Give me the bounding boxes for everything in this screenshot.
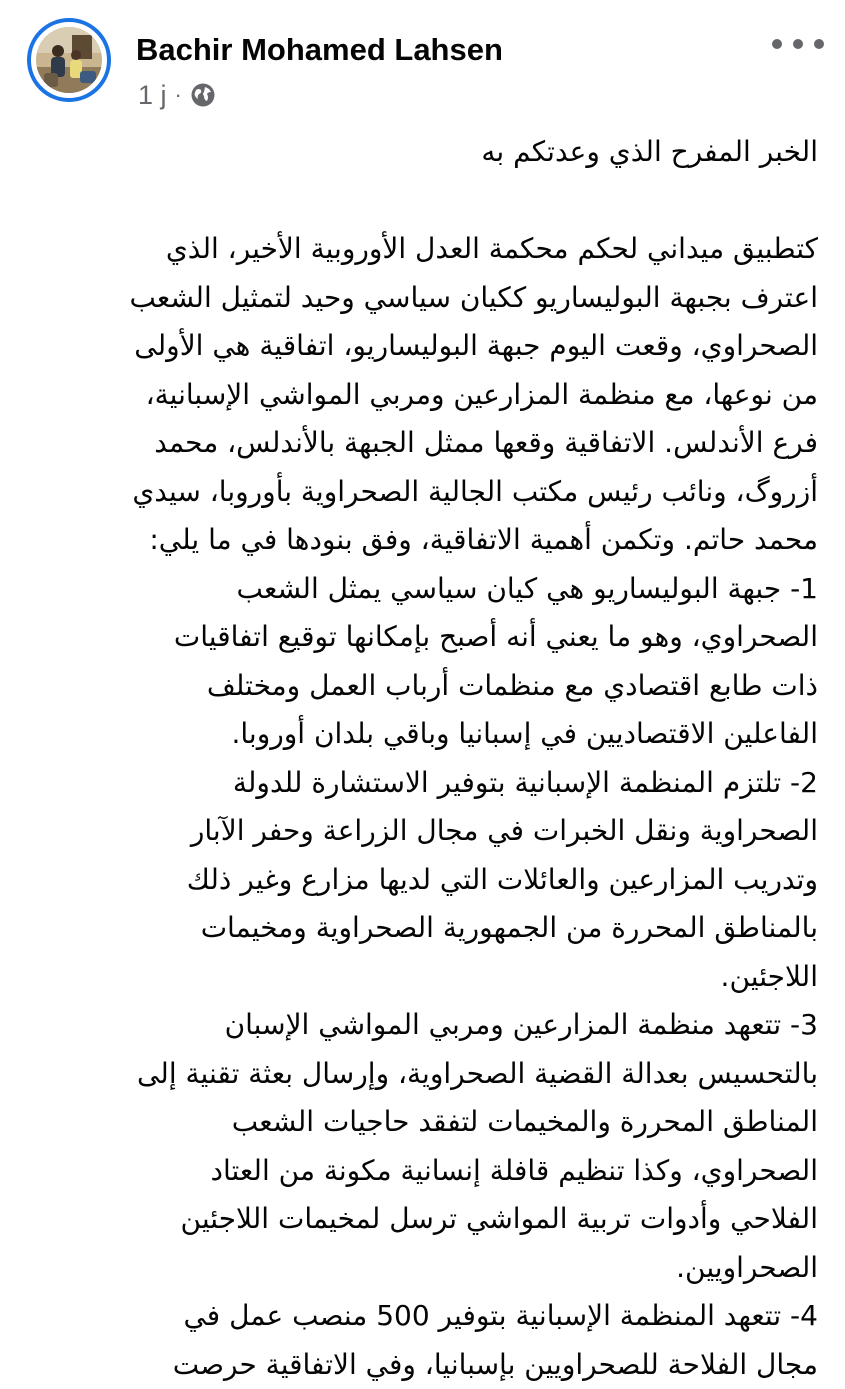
post-text-line: مجال الفلاحة للصحراويين بإسبانيا، وفي الاتفاقية حرصت <box>18 1341 818 1389</box>
post-text-line: الصحراوي، وكذا تنظيم قافلة إنسانية مكونة من العتاد <box>18 1147 818 1196</box>
post-text-line: فرع الأندلس. الاتفاقية وقعها ممثل الجبهة بالأندلس، محمد <box>18 419 818 468</box>
more-options-icon <box>772 39 782 49</box>
post-text-line: من نوعها، مع منظمة المزارعين ومربي المواشي الإسبانية، <box>18 371 818 420</box>
post-text-line: محمد حاتم. وتكمن أهمية الاتفاقية، وفق بنودها في ما يلي: <box>18 516 818 565</box>
post-text <box>18 128 818 1389</box>
post-text-line: الصحراوية ونقل الخبرات في مجال الزراعة وحفر الآبار <box>18 807 818 856</box>
more-options-dot <box>814 39 824 49</box>
post-text-line: 4- تتعهد المنظمة الإسبانية بتوفير 500 منصب عمل في <box>18 1292 818 1341</box>
more-options-button[interactable] <box>772 24 824 64</box>
post-text-line: اعترف بجبهة البوليساريو ككيان سياسي وحيد لتمثيل الشعب <box>18 274 818 323</box>
post-text-blank-line <box>18 177 818 226</box>
post-text-line: الصحراوي، وهو ما يعني أنه أصبح بإمكانها توقيع اتفاقيات <box>18 613 818 662</box>
post-text-line: المناطق المحررة والمخيمات لتفقد حاجيات الشعب <box>18 1098 818 1147</box>
meta-separator: · <box>175 82 182 108</box>
post-text-line: 3- تتعهد منظمة المزارعين ومربي المواشي الإسبان <box>18 1001 818 1050</box>
post-text-line: بالمناطق المحررة من الجمهورية الصحراوية ومخيمات <box>18 904 818 953</box>
post-text-line: 2- تلتزم المنظمة الإسبانية بتوفير الاستشارة للدولة <box>18 759 818 808</box>
post-text-line: اللاجئين. <box>18 953 818 1002</box>
post-text-line: الصحراوي، وقعت اليوم جبهة البوليساريو، اتفاقية هي الأولى <box>18 322 818 371</box>
post-text-line: الخبر المفرح الذي وعدتكم به <box>18 128 818 177</box>
post-header <box>0 0 845 130</box>
post-text-line: بالتحسيس بعدالة القضية الصحراوية، وإرسال بعثة تقنية إلى <box>18 1050 818 1099</box>
post-timestamp[interactable]: 1 j <box>138 80 167 111</box>
post-meta <box>138 78 216 112</box>
author-name[interactable]: Bachir Mohamed Lahsen <box>136 28 503 72</box>
author-avatar[interactable] <box>27 18 111 102</box>
post-text-line: وتدريب المزارعين والعائلات التي لديها مزارع وغير ذلك <box>18 856 818 905</box>
more-options-dot <box>793 39 803 49</box>
post-text-line: الفلاحي وأدوات تربية المواشي ترسل لمخيمات اللاجئين <box>18 1195 818 1244</box>
post-text-line: كتطبيق ميداني لحكم محكمة العدل الأوروبية الأخير، الذي <box>18 225 818 274</box>
profile-photo-icon <box>36 27 102 93</box>
post-text-line: الفاعلين الاقتصاديين في إسبانيا وباقي بلدان أوروبا. <box>18 710 818 759</box>
post-text-line: الصحراويين. <box>18 1244 818 1293</box>
post-text-line: ذات طابع اقتصادي مع منظمات أرباب العمل ومختلف <box>18 662 818 711</box>
post-text-line: أزروگ، ونائب رئيس مكتب الجالية الصحراوية بأوروبا، سيدي <box>18 468 818 517</box>
globe-icon <box>190 82 216 108</box>
post-text-line: 1- جبهة البوليساريو هي كيان سياسي يمثل الشعب <box>18 565 818 614</box>
